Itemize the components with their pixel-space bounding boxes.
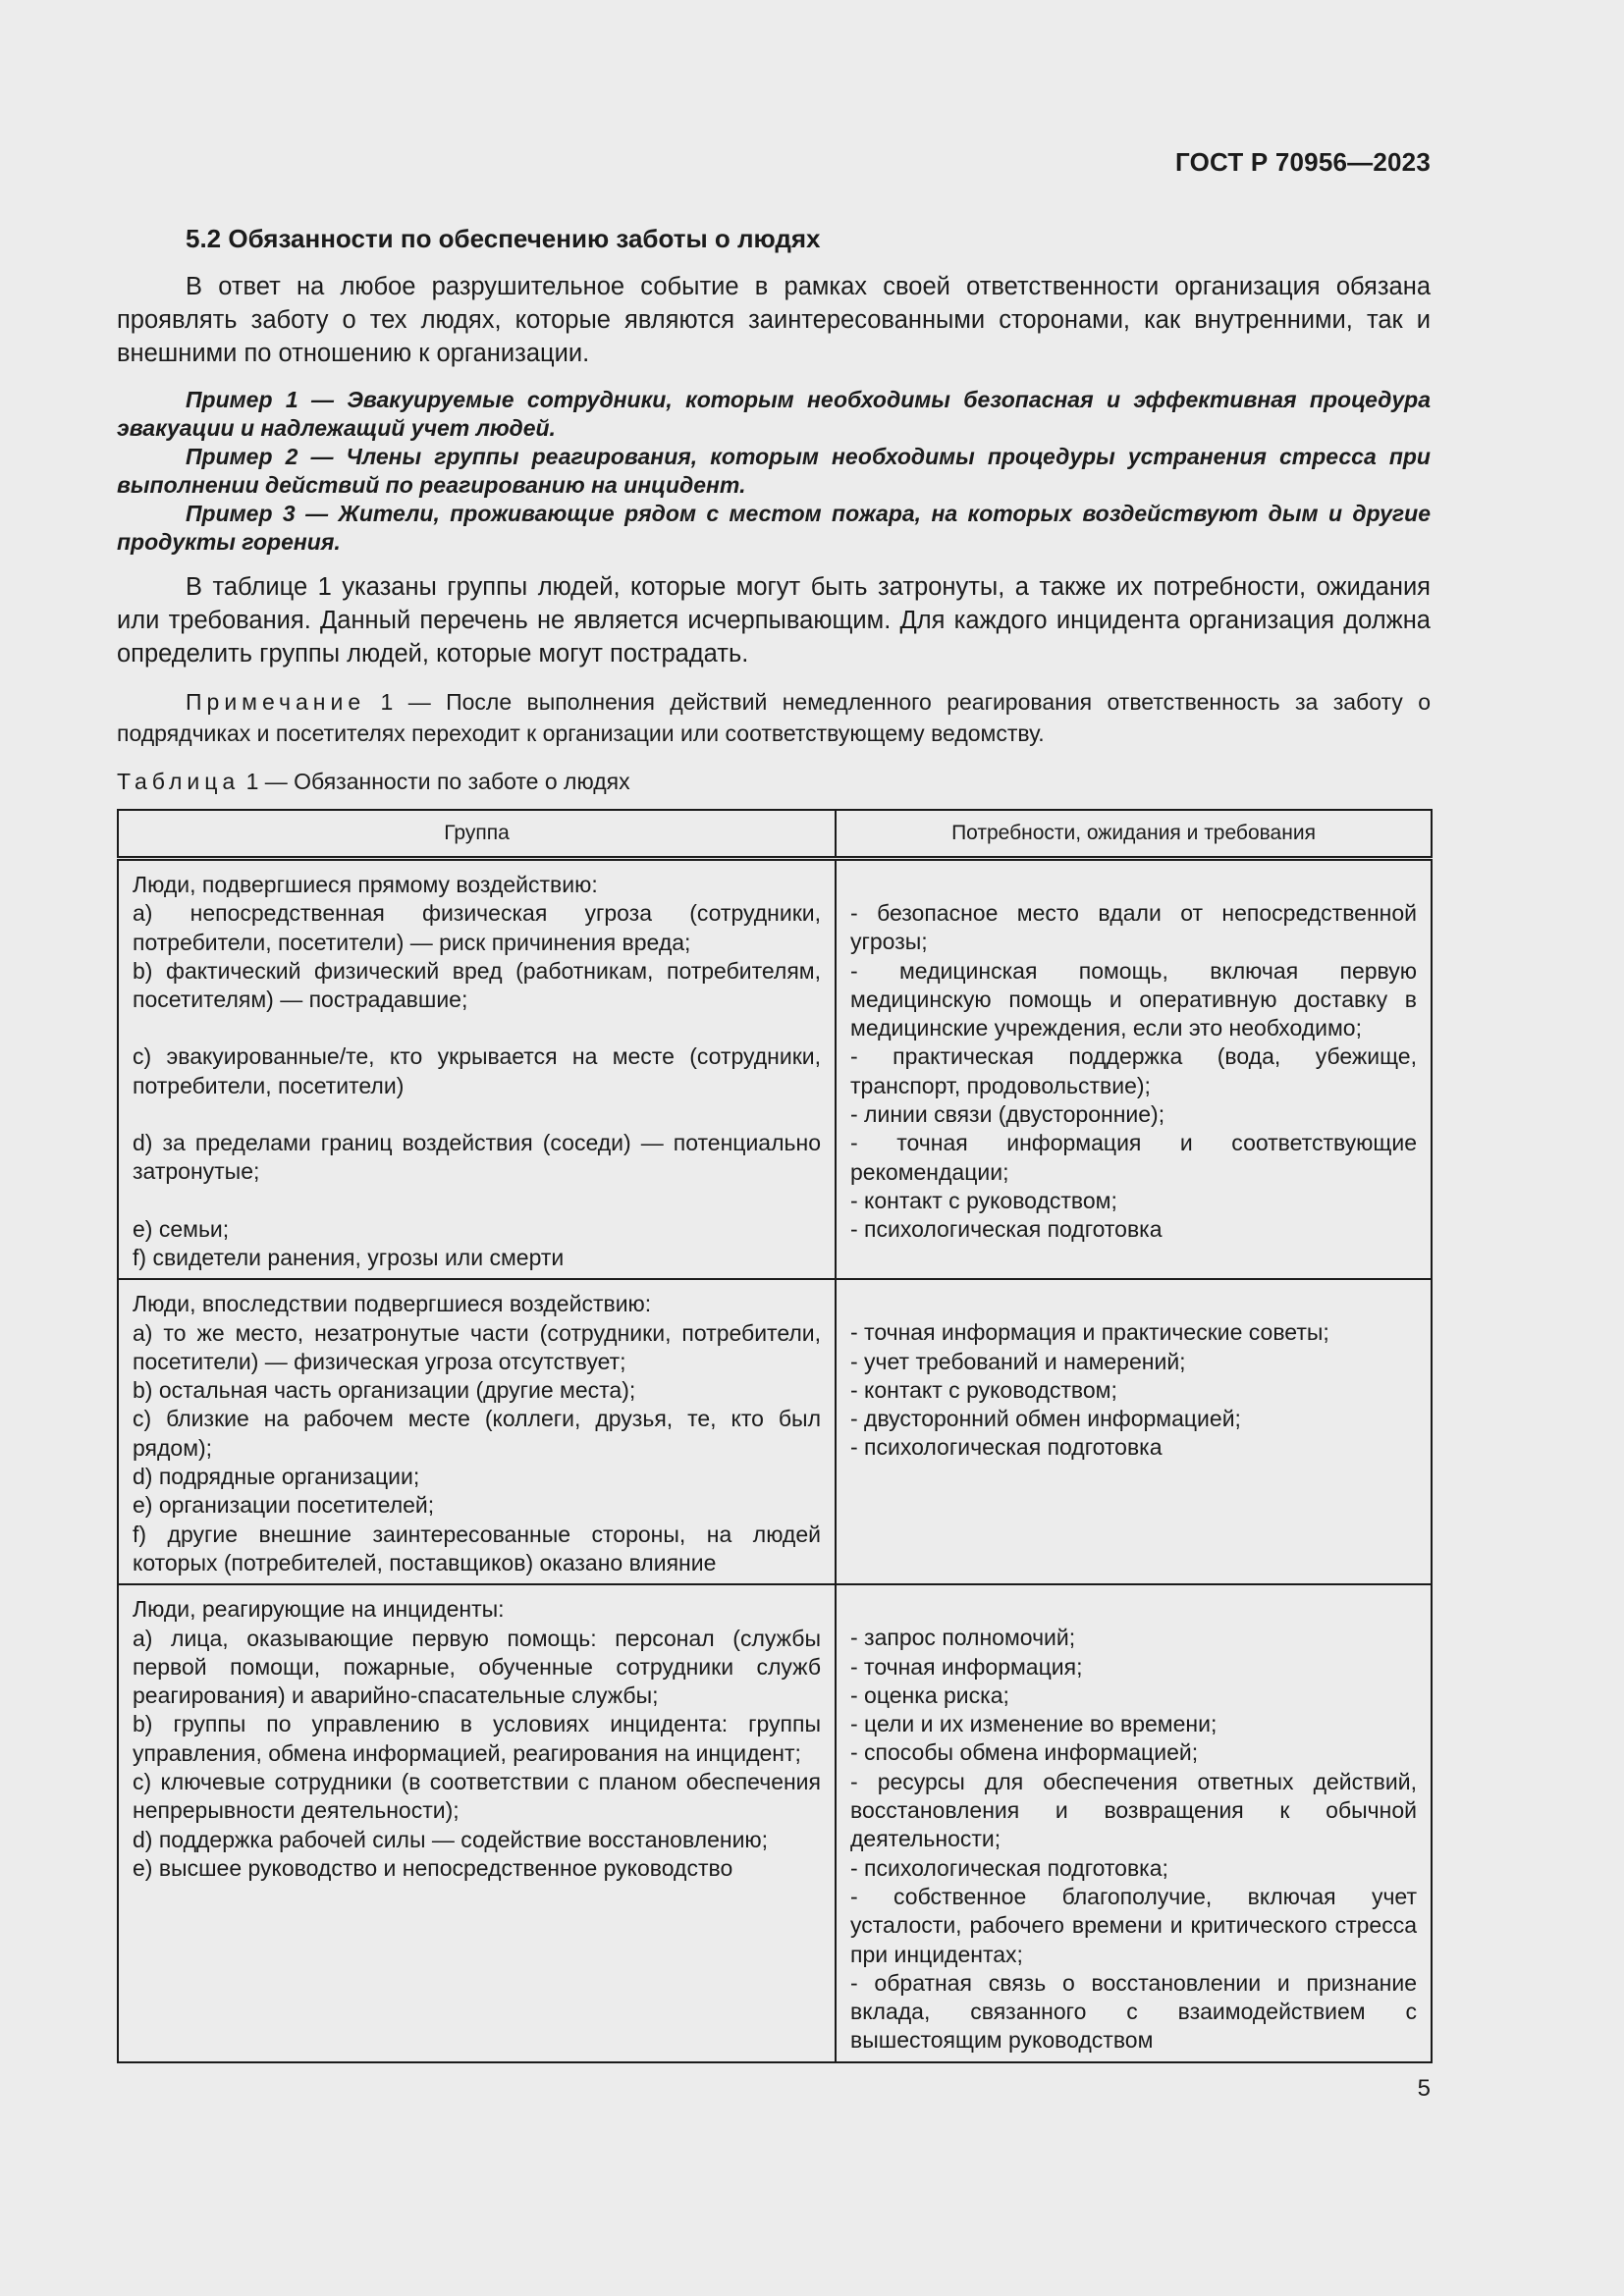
header-needs: Потребности, ожидания и требования xyxy=(836,810,1432,859)
document-content xyxy=(117,224,1431,2063)
table-caption xyxy=(117,769,1431,795)
group-item: c) близкие на рабочем месте (коллеги, друзья, те, кто был рядом); xyxy=(133,1406,821,1461)
note-label: Примечание xyxy=(186,689,366,715)
table-row xyxy=(118,859,1432,1280)
group-cell xyxy=(118,859,836,1280)
need-item: - способы обмена информацией; xyxy=(850,1739,1199,1766)
need-item: - психологическая подготовка; xyxy=(850,1854,1168,1881)
group-item: c) ключевые сотрудники (в соответствии с планом обеспечения непрерывности деятельности); xyxy=(133,1769,821,1824)
need-item: - точная информация; xyxy=(850,1653,1083,1680)
table-caption-text: 1 — Обязанности по заботе о людях xyxy=(240,769,630,794)
example-3: Пример 3 — Жители, проживающие рядом с местом пожара, на которых воздействуют дым и другие продукты горения. xyxy=(117,501,1431,555)
responsibilities-table xyxy=(117,809,1433,2063)
need-item: - линии связи (двусторонние); xyxy=(850,1101,1165,1128)
note-block xyxy=(117,686,1431,749)
header-group: Группа xyxy=(118,810,836,859)
need-item: - учет требований и намерений; xyxy=(850,1348,1186,1374)
group-item: а) лица, оказывающие первую помощь: персонал (службы первой помощи, пожарные, обученные сотрудники служб реагирования) и аварийно-спасательные службы; xyxy=(133,1625,821,1709)
need-item: - психологическая подготовка xyxy=(850,1216,1163,1243)
group-item: e) организации посетителей; xyxy=(133,1492,435,1519)
group-item: а) непосредственная физическая угроза (сотрудники, потребители, посетители) — риск причинения вреда; xyxy=(133,900,821,955)
group-item: e) высшее руководство и непосредственное руководство xyxy=(133,1854,733,1881)
need-item: - обратная связь о восстановлении и признание вклада, связанного с взаимодействием с вышестоящим руководством xyxy=(850,1969,1417,2054)
need-item: - собственное благополучие, включая учет усталости, рабочего времени и критического стресса при инцидентах; xyxy=(850,1883,1417,1967)
group-title: Люди, впоследствии подвергшиеся воздействию: xyxy=(133,1291,652,1317)
group-item: d) за пределами границ воздействия (соседи) — потенциально затронутые; xyxy=(133,1130,821,1185)
need-item: - психологическая подготовка xyxy=(850,1434,1163,1461)
group-item: d) подрядные организации; xyxy=(133,1464,420,1490)
group-item: f) другие внешние заинтересованные стороны, на людей которых (потребителей, поставщиков) оказано влияние xyxy=(133,1521,821,1575)
need-item: - безопасное место вдали от непосредственной угрозы; xyxy=(850,900,1417,955)
table-caption-label: Таблица xyxy=(117,769,241,794)
group-item: d) поддержка рабочей силы — содействие восстановлению; xyxy=(133,1826,769,1852)
need-item: - двусторонний обмен информацией; xyxy=(850,1406,1241,1432)
need-item: - цели и их изменение во времени; xyxy=(850,1711,1218,1737)
group-title: Люди, реагирующие на инциденты: xyxy=(133,1596,505,1623)
need-item: - контакт с руководством; xyxy=(850,1187,1117,1213)
need-item: - медицинская помощь, включая первую медицинскую помощь и оперативную доставку в медицинские учреждения, если это необходимо; xyxy=(850,957,1417,1041)
need-item: - оценка риска; xyxy=(850,1682,1009,1708)
needs-cell xyxy=(836,1584,1432,2061)
section-title: 5.2 Обязанности по обеспечению заботы о людях xyxy=(186,224,821,253)
need-item: - ресурсы для обеспечения ответных действий, восстановления и возвращения к обычной деятельности; xyxy=(850,1768,1417,1852)
note-text: 1 — После выполнения действий немедленного реагирования ответственность за заботу о подрядчиках и посетителях переходит к организации или соответствующему ведомству. xyxy=(117,689,1431,746)
paragraph-table-intro: В таблице 1 указаны группы людей, которые могут быть затронуты, а также их потребности, ожидания или требования. Данный перечень не является исчерпывающим. Для каждого инцидента организация должна определить группы людей, которые могут пострадать. xyxy=(117,573,1431,667)
group-item: f) свидетели ранения, угрозы или смерти xyxy=(133,1244,565,1270)
table-header-row xyxy=(118,810,1432,859)
group-item: b) группы по управлению в условиях инцидента: группы управления, обмена информацией, реагирования на инцидент; xyxy=(133,1711,821,1766)
group-item: а) то же место, незатронутые части (сотрудники, потребители, посетители) — физическая угроза отсутствует; xyxy=(133,1319,821,1374)
group-item: b) остальная часть организации (другие места); xyxy=(133,1377,636,1404)
standard-header: ГОСТ Р 70956—2023 xyxy=(1175,147,1431,177)
example-2: Пример 2 — Члены группы реагирования, которым необходимы процедуры устранения стресса при выполнении действий по реагированию на инцидент. xyxy=(117,444,1431,498)
table-row xyxy=(118,1279,1432,1584)
group-item: c) эвакуированные/те, кто укрывается на месте (сотрудники, потребители, посетители) xyxy=(133,1043,821,1098)
group-title: Люди, подвергшиеся прямому воздействию: xyxy=(133,872,598,897)
group-cell xyxy=(118,1584,836,2061)
need-item: - запрос полномочий; xyxy=(850,1625,1076,1651)
need-item: - контакт с руководством; xyxy=(850,1376,1117,1403)
needs-cell xyxy=(836,859,1432,1280)
needs-cell xyxy=(836,1279,1432,1584)
need-item: - точная информация и практические советы; xyxy=(850,1319,1329,1346)
group-item: e) семьи; xyxy=(133,1215,230,1242)
example-1: Пример 1 — Эвакуируемые сотрудники, которым необходимы безопасная и эффективная процедура эвакуации и надлежащий учет людей. xyxy=(117,387,1431,441)
page-number: 5 xyxy=(1417,2075,1431,2102)
need-item: - точная информация и соответствующие рекомендации; xyxy=(850,1130,1417,1185)
paragraph-intro: В ответ на любое разрушительное событие в рамках своей ответственности организация обязана проявлять заботу о тех людях, которые являются заинтересованными сторонами, как внутренними, так и внешними по отношению к организации. xyxy=(117,273,1431,367)
table-row xyxy=(118,1584,1432,2061)
examples-block xyxy=(117,386,1431,557)
group-item: b) фактический физический вред (работникам, потребителям, посетителям) — пострадавшие; xyxy=(133,957,821,1013)
need-item: - практическая поддержка (вода, убежище, транспорт, продовольствие); xyxy=(850,1043,1417,1098)
group-cell xyxy=(118,1279,836,1584)
